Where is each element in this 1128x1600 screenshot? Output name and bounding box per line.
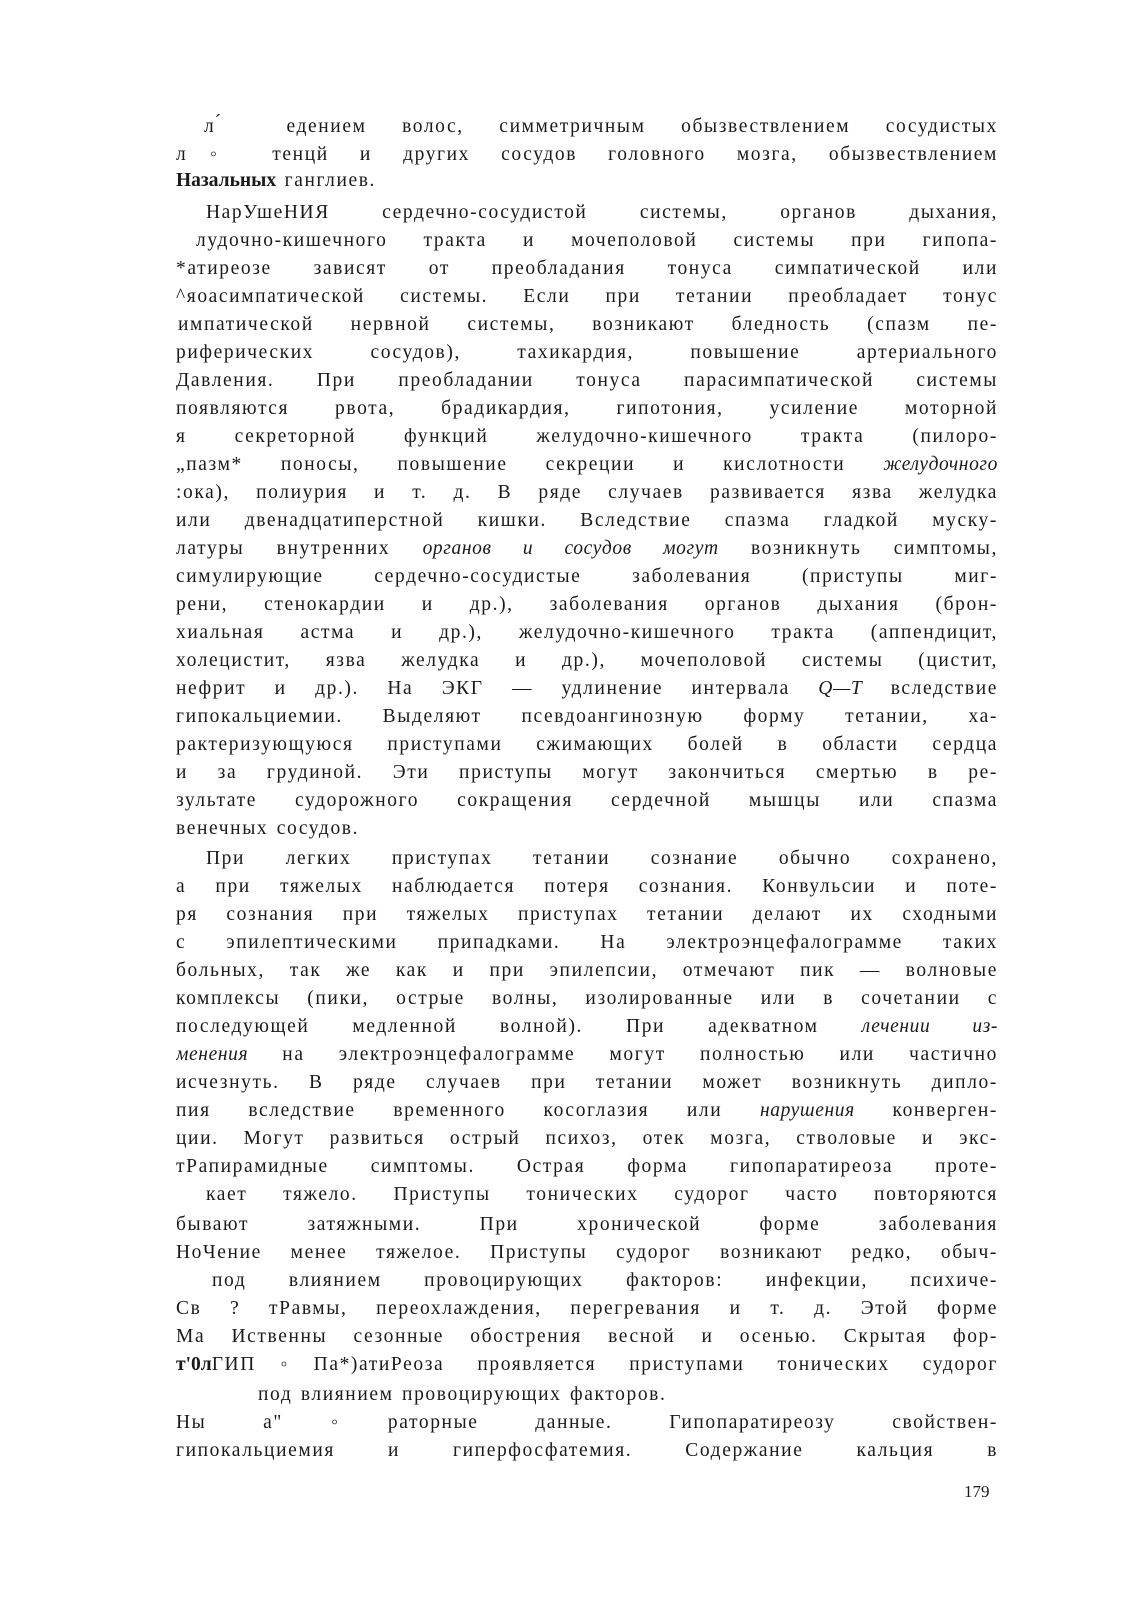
text-line xyxy=(176,424,998,450)
text-run: ганглиев. xyxy=(276,170,377,191)
text-run: „пазм* поносы, повышение секреции и кислотности xyxy=(176,454,884,475)
text-run: хиальная астма и др.), желудочно-кишечного тракта (аппендицит, xyxy=(176,622,998,643)
text-run: л ́ едением волос, симметричным обызвествлением сосудистых xyxy=(204,116,998,137)
text-line xyxy=(176,1042,998,1068)
text-run: нефрит и др.). На ЭКГ — удлинение интервала xyxy=(176,678,819,699)
text-line xyxy=(176,1240,998,1266)
text-line xyxy=(176,1098,998,1124)
text-line xyxy=(176,1212,998,1238)
text-line xyxy=(176,1014,998,1040)
text-run: ГИП◦Па*)атиРеоза проявляется приступами тонических судорог xyxy=(211,1354,998,1375)
text-line xyxy=(176,284,998,310)
text-line xyxy=(176,142,998,168)
text-run: под влиянием провоцирующих факторов. xyxy=(258,1384,667,1405)
text-run: последующей медленной волной). При адекватном xyxy=(176,1016,862,1037)
text-run: и за грудиной. Эти приступы могут закончиться смертью в ре- xyxy=(176,762,998,783)
text-line xyxy=(176,368,998,394)
text-run: латуры внутренних xyxy=(176,538,423,559)
text-line xyxy=(176,760,998,786)
text-line xyxy=(206,200,998,226)
text-run: Давления. При преобладании тонуса парасимпатической системы xyxy=(176,370,998,391)
text-run: появляются рвота, брадикардия, гипотония, усиление моторной xyxy=(176,398,998,419)
text-line xyxy=(176,732,998,758)
text-run: возникнуть симптомы, xyxy=(718,538,998,559)
text-run: Ны а"◦раторные данные. Гипопаратиреозу свойствен- xyxy=(176,1412,998,1433)
text-line xyxy=(176,930,998,956)
text-line xyxy=(176,508,998,534)
text-line xyxy=(176,1438,998,1464)
text-line xyxy=(176,340,998,366)
italic-text-run: органов и сосудов могут xyxy=(422,538,719,559)
text-run: комплексы (пики, острые волны, изолированные или в сочетании с xyxy=(176,988,998,1009)
text-run: ции. Могут развиться острый психоз, отек мозга, стволовые и экс- xyxy=(176,1128,998,1149)
text-line xyxy=(176,480,998,506)
text-line xyxy=(176,1410,998,1436)
text-run: на электроэнцефалограмме могут полностью или частично xyxy=(248,1044,998,1065)
text-run: а при тяжелых наблюдается потеря сознания. Конвульсии и поте- xyxy=(176,876,998,897)
text-run: рени, стенокардии и др.), заболевания органов дыхания (брон- xyxy=(176,594,998,615)
text-run: симулирующие сердечно-сосудистые заболевания (приступы миг- xyxy=(176,566,998,587)
text-line xyxy=(178,312,998,338)
text-line xyxy=(206,846,998,872)
text-line xyxy=(176,620,998,646)
text-line xyxy=(176,874,998,900)
text-line xyxy=(176,564,998,590)
text-run: с эпилептическими припадками. На электроэнцефалограмме таких xyxy=(176,932,998,953)
text-run: :ока), полиурия и т. д. В ряде случаев развивается язва желудка xyxy=(176,482,998,503)
text-line xyxy=(176,704,998,730)
text-line xyxy=(176,256,998,282)
text-run: ^яоасимпатической системы. Если при тетании преобладает тонус xyxy=(176,286,998,307)
italic-text-run: менения xyxy=(176,1044,249,1065)
text-run: лудочно-кишечного тракта и мочеполовой системы при гипопа- xyxy=(196,230,998,251)
text-run: больных, так же как и при эпилепсии, отмечают пик — волновые xyxy=(176,960,998,981)
italic-text-run: нарушения xyxy=(759,1100,855,1121)
text-run: гипокальциемия и гиперфосфатемия. Содержание кальция в xyxy=(176,1440,998,1461)
text-line xyxy=(176,1154,998,1180)
text-run: Св ? тРавмы, переохлаждения, перегревания и т. д. Этой форме xyxy=(176,1298,998,1319)
text-run: вследствие xyxy=(862,678,998,699)
text-line xyxy=(196,228,998,254)
bold-text-run: т'0л xyxy=(176,1354,212,1375)
text-run: риферических сосудов), тахикардия, повышение артериального xyxy=(176,342,998,363)
text-run: рактеризующуюся приступами сжимающих болей в области сердца xyxy=(176,734,998,755)
text-run: ря сознания при тяжелых приступах тетании делают их сходными xyxy=(176,904,998,925)
text-line xyxy=(176,1324,998,1350)
text-line xyxy=(212,1268,998,1294)
page-number: 179 xyxy=(964,1482,990,1501)
text-run: пия вследствие временного косоглазия или xyxy=(176,1100,760,1121)
text-run: импатической нервной системы, возникают бледность (спазм пе- xyxy=(178,314,998,335)
text-line xyxy=(176,676,998,702)
text-line xyxy=(176,788,998,814)
text-run: гипокальциемии. Выделяют псевдоангинозную форму тетании, ха- xyxy=(176,706,998,727)
text-run: тРапирамидные симптомы. Острая форма гипопаратиреоза проте- xyxy=(176,1156,998,1177)
italic-text-run: Q—T xyxy=(818,678,863,699)
text-line xyxy=(176,648,998,674)
text-run: конверген- xyxy=(854,1100,998,1121)
text-line xyxy=(176,1352,998,1378)
text-run: кает тяжело. Приступы тонических судорог часто повторяются xyxy=(206,1184,998,1205)
text-run: л◦ тенцй и других сосудов головного мозга, обызвествлением xyxy=(176,144,998,165)
text-run: холецистит, язва желудка и др.), мочеполовой системы (цистит, xyxy=(176,650,998,671)
text-line xyxy=(176,1296,998,1322)
text-line xyxy=(176,168,998,194)
text-run: *атиреозе зависят от преобладания тонуса симпатической или xyxy=(176,258,998,279)
text-run: бывают затяжными. При хронической форме заболевания xyxy=(176,1214,998,1235)
text-line xyxy=(176,816,998,842)
text-line xyxy=(204,114,998,140)
text-line xyxy=(176,986,998,1012)
text-line xyxy=(176,536,998,562)
text-line xyxy=(206,1182,998,1208)
text-line xyxy=(176,396,998,422)
text-line xyxy=(176,958,998,984)
text-run: или двенадцатиперстной кишки. Вследствие спазма гладкой муску- xyxy=(176,510,998,531)
text-run: Ма Иственны сезонные обострения весной и осенью. Скрытая фор- xyxy=(176,1326,998,1347)
text-line xyxy=(176,592,998,618)
text-run: При легких приступах тетании сознание обычно сохранено, xyxy=(206,848,998,869)
italic-text-run: лечении из- xyxy=(861,1016,998,1037)
text-line xyxy=(176,1126,998,1152)
text-run: венечных сосудов. xyxy=(176,818,360,839)
text-run: под влиянием провоцирующих факторов: инфекции, психиче- xyxy=(212,1270,998,1291)
italic-text-run: желудочного xyxy=(883,454,998,475)
text-run: зультате судорожного сокращения сердечной мышцы или спазма xyxy=(176,790,998,811)
text-line xyxy=(176,452,998,478)
text-run: исчезнуть. В ряде случаев при тетании может возникнуть дипло- xyxy=(176,1072,998,1093)
text-line xyxy=(176,1070,998,1096)
text-line xyxy=(258,1382,770,1408)
text-line xyxy=(176,902,998,928)
text-run: НоЧение менее тяжелое. Приступы судорог возникают редко, обыч- xyxy=(176,1242,998,1263)
text-run: я секреторной функций желудочно-кишечного тракта (пилоро- xyxy=(176,426,998,447)
bold-text-run: Назальных xyxy=(176,170,277,191)
text-run: НарУшеНИЯ сердечно-сосудистой системы, органов дыхания, xyxy=(206,202,998,223)
